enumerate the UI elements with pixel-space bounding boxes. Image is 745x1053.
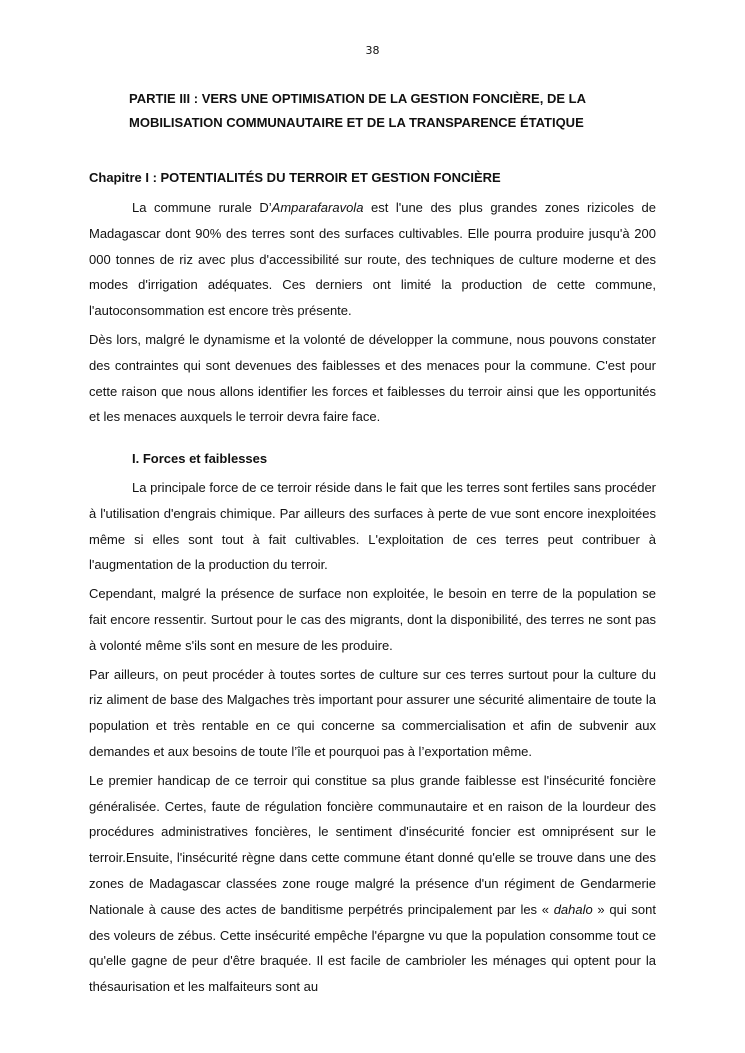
italic-term: dahalo: [553, 901, 593, 917]
paragraph-text: La commune rurale D’: [132, 200, 272, 215]
part-title-line-2: MOBILISATION COMMUNAUTAIRE ET DE LA TRANSPARENCE ÉTATIQUE: [129, 115, 584, 130]
section-title: I. Forces et faiblesses: [132, 451, 268, 466]
part-title-line-1: PARTIE III : VERS UNE OPTIMISATION DE LA GESTION FONCIÈRE, DE LA: [129, 91, 586, 106]
paragraph: Cependant, malgré la présence de surface non exploitée, le besoin en terre de la population se fait encore ressentir. Surtout pour le cas des migrants, dont la disponibilité, des terres ne sont pas à volonté même s'ils sont en mesure de les produire.: [89, 586, 656, 653]
paragraph: La principale force de ce terroir réside dans le fait que les terres sont fertiles sans procéder à l'utilisation d'engrais chimique. Par ailleurs des surfaces à perte de vue sont encore inexploitées même si elles sont tout à fait cultivables. L'exploitation de ces terres peut contribuer à l'augmentation de la production du terroir.: [89, 480, 656, 573]
chapter-title: Chapitre I : POTENTIALITÉS DU TERROIR ET GESTION FONCIÈRE: [89, 170, 501, 185]
paragraph-text: est l'une des plus grandes zones rizicoles de Madagascar dont 90% des terres sont des surfaces cultivables. Elle pourra produire jusqu'à 200 000 tonnes de riz avec plus d'accessibilité sur route, des techniques de culture moderne et des modes d'irrigation adéquates. Ces derniers ont limité la production de cette commune, l'autoconsommation est encore très présente.: [89, 200, 656, 319]
paragraph: Par ailleurs, on peut procéder à toutes sortes de culture sur ces terres surtout pour la culture du riz aliment de base des Malgaches très important pour assurer une sécurité alimentaire de toute la population et très rentable en ce qui concerne sa commercialisation et afin de subvenir aux demandes et aux besoins de toute l’île et pourquoi pas à l’exportation même.: [89, 666, 656, 759]
page-number: 38: [365, 44, 380, 57]
paragraph: [89, 768, 656, 1000]
section-body: [89, 475, 656, 1003]
italic-term: Amparafaravola: [271, 200, 364, 215]
part-title: [129, 87, 689, 135]
paragraph: Dès lors, malgré le dynamisme et la volonté de développer la commune, nous pouvons constater des contraintes qui sont devenues des faiblesses et des menaces pour la commune. C'est pour cette raison que nous allons identifier les forces et faiblesses du terroir ainsi que les opportunités et les menaces auxquels le terroir devra faire face.: [89, 331, 656, 425]
chapter-body: [89, 195, 656, 433]
paragraph-text: » qui sont des voleurs de zébus. Cette insécurité empêche l'épargne vu que la population consomme tout ce qu'elle gagne de peur d'être braquée. Il est facile de cambrioler les ménages qui optent pour la thésaurisation et les malfaiteurs sont au: [89, 901, 656, 995]
paragraph: [89, 195, 656, 324]
paragraph-text: Le premier handicap de ce terroir qui constitue sa plus grande faiblesse est l'insécurité foncière généralisée. Certes, faute de régulation foncière communautaire et en raison de la lourdeur des procédures administratives foncières, le sentiment d'insécurité foncier est omniprésent sur le terroir.Ensuite, l'insécurité règne dans cette commune étant donné qu'elle se trouve dans une des zones de Madagascar classées zone rouge malgré la présence d'un régiment de Gendarmerie Nationale à cause des actes de banditisme perpétrés principalement par les «: [89, 772, 656, 917]
